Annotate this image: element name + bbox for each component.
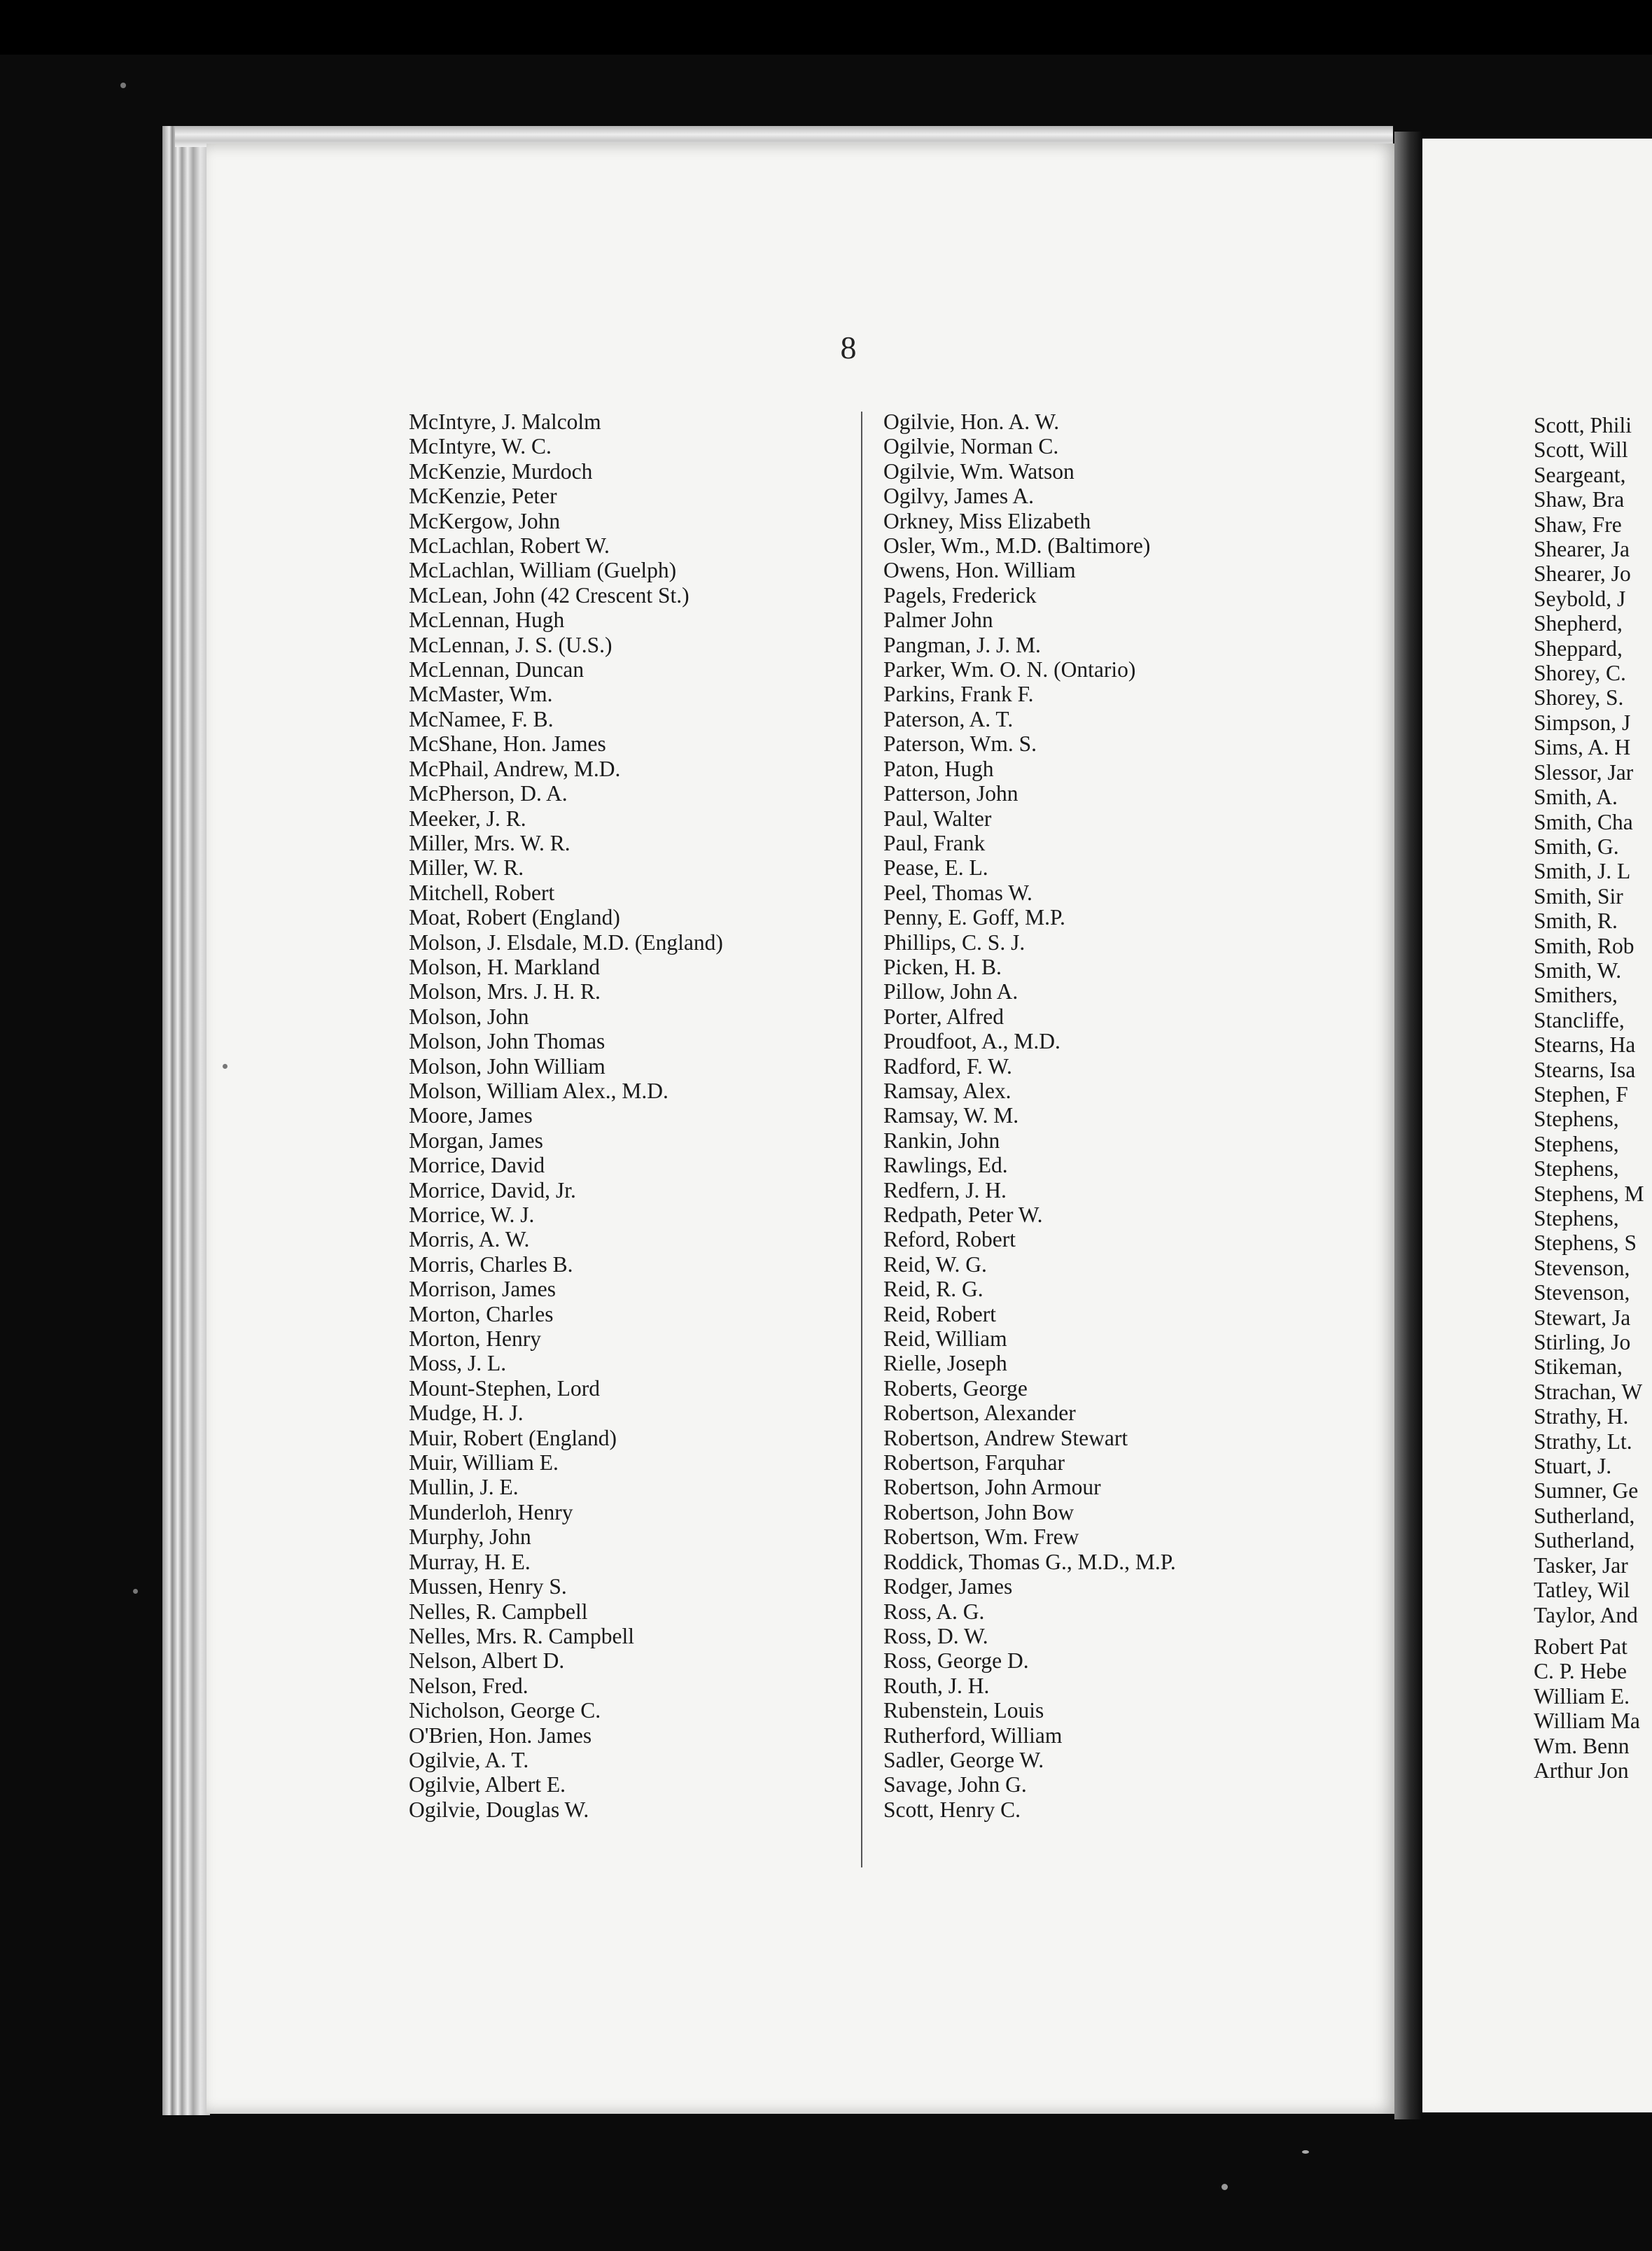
member-entry: Pagels, Frederick <box>883 582 1037 608</box>
member-entry: Robertson, Alexander <box>883 1401 1076 1426</box>
member-entry: Orkney, Miss Elizabeth <box>883 508 1091 533</box>
member-entry: Stephens, <box>1534 1107 1619 1132</box>
officer-entry: Arthur Jon <box>1534 1758 1629 1783</box>
member-entry: Paton, Hugh <box>883 756 994 781</box>
member-entry: Paterson, Wm. S. <box>883 731 1037 757</box>
member-entry: Molson, J. Elsdale, M.D. (England) <box>409 930 723 955</box>
member-entry: Shaw, Fre <box>1534 512 1622 537</box>
member-entry: McLachlan, William (Guelph) <box>409 558 677 583</box>
member-entry: Porter, Alfred <box>883 1004 1004 1029</box>
member-entry: Shepherd, <box>1534 611 1623 636</box>
member-entry: Mount-Stephen, Lord <box>409 1375 600 1401</box>
member-entry: Strathy, H. <box>1534 1404 1629 1429</box>
film-speck <box>133 1589 138 1594</box>
member-entry: Rodger, James <box>883 1574 1013 1599</box>
officer-entry: William E. <box>1534 1683 1630 1709</box>
member-entry: Phillips, C. S. J. <box>883 930 1026 955</box>
member-entry: Paul, Frank <box>883 830 986 855</box>
member-entry: Robertson, Wm. Frew <box>883 1524 1079 1550</box>
member-entry: Stephen, F <box>1534 1081 1628 1107</box>
member-entry: Roberts, George <box>883 1375 1028 1401</box>
member-entry: Shaw, Bra <box>1534 487 1625 512</box>
member-entry: Ross, A. G. <box>883 1599 985 1624</box>
member-entry: Stuart, J. <box>1534 1454 1612 1479</box>
member-entry: Stearns, Ha <box>1534 1032 1636 1058</box>
member-entry: Ross, D. W. <box>883 1623 988 1648</box>
member-entry: Stevenson, <box>1534 1280 1630 1305</box>
member-entry: Sutherland, <box>1534 1528 1635 1553</box>
member-entry: Radford, F. W. <box>883 1053 1012 1079</box>
member-entry: Paterson, A. T. <box>883 706 1014 731</box>
member-entry: Stewart, Ja <box>1534 1305 1631 1330</box>
book-gutter <box>1394 132 1422 2119</box>
member-entry: Reid, Robert <box>883 1301 996 1326</box>
film-speck <box>223 1064 227 1069</box>
column-divider <box>861 412 862 1867</box>
book-page-edges <box>162 126 210 2115</box>
member-entry: Sims, A. H <box>1534 735 1631 760</box>
member-entry: Stephens, S <box>1534 1230 1637 1256</box>
member-entry: Pillow, John A. <box>883 979 1018 1004</box>
member-entry: Rubenstein, Louis <box>883 1698 1044 1723</box>
member-entry: Morrice, W. J. <box>409 1202 535 1227</box>
member-entry: McLachlan, Robert W. <box>409 533 610 559</box>
member-entry: Taylor, And <box>1534 1602 1638 1627</box>
member-entry: Nelson, Albert D. <box>409 1648 565 1674</box>
member-entry: Miller, W. R. <box>409 855 524 881</box>
member-entry: Sutherland, <box>1534 1503 1635 1528</box>
facing-page-officer-list <box>1534 1634 1640 1783</box>
member-entry: Parkins, Frank F. <box>883 682 1034 707</box>
member-entry: Parker, Wm. O. N. (Ontario) <box>883 657 1136 682</box>
member-entry: Ogilvie, Douglas W. <box>409 1797 589 1822</box>
member-entry: Scott, Will <box>1534 437 1628 463</box>
facing-page-member-list <box>1534 413 1644 1627</box>
member-entry: Scott, Henry C. <box>883 1797 1021 1822</box>
officer-entry: Robert Pat <box>1534 1634 1628 1659</box>
member-entry: McMaster, Wm. <box>409 682 553 707</box>
member-entry: Smith, A. <box>1534 785 1618 810</box>
member-entry: Reid, William <box>883 1326 1007 1352</box>
member-entry: Reford, Robert <box>883 1227 1016 1252</box>
member-entry: Stephens, M <box>1534 1181 1644 1206</box>
member-entry: Mussen, Henry S. <box>409 1574 567 1599</box>
member-entry: Reid, R. G. <box>883 1277 983 1302</box>
member-entry: Smith, W. <box>1534 958 1622 983</box>
member-entry: Smithers, <box>1534 983 1618 1008</box>
member-entry: Muir, Robert (England) <box>409 1425 617 1450</box>
member-entry: Stikeman, <box>1534 1354 1623 1380</box>
member-entry: Strachan, W <box>1534 1379 1643 1404</box>
member-entry: Sheppard, <box>1534 636 1623 661</box>
member-entry: Meeker, J. R. <box>409 806 526 831</box>
member-entry: Rankin, John <box>883 1128 1000 1153</box>
member-list-column-1 <box>409 409 723 1822</box>
member-entry: McLean, John (42 Crescent St.) <box>409 582 690 608</box>
officer-entry: Wm. Benn <box>1534 1733 1630 1758</box>
member-entry: Mullin, J. E. <box>409 1475 519 1500</box>
member-entry: Routh, J. H. <box>883 1673 990 1698</box>
member-entry: Palmer John <box>883 608 993 633</box>
member-entry: McIntyre, W. C. <box>409 434 552 459</box>
member-entry: McKergow, John <box>409 508 561 533</box>
member-entry: Ross, George D. <box>883 1648 1029 1674</box>
member-entry: Ramsay, W. M. <box>883 1103 1019 1128</box>
member-entry: Penny, E. Goff, M.P. <box>883 905 1065 930</box>
member-entry: Shearer, Jo <box>1534 561 1631 587</box>
member-entry: Stephens, <box>1534 1156 1619 1181</box>
member-entry: McShane, Hon. James <box>409 731 606 757</box>
member-entry: Proudfoot, A., M.D. <box>883 1029 1060 1054</box>
member-entry: Seargeant, <box>1534 462 1626 487</box>
film-border <box>0 0 1652 55</box>
member-entry: Robertson, Andrew Stewart <box>883 1425 1128 1450</box>
member-entry: Murray, H. E. <box>409 1549 531 1574</box>
member-entry: Reid, W. G. <box>883 1251 987 1277</box>
member-entry: Scott, Phili <box>1534 413 1632 437</box>
member-entry: Molson, William Alex., M.D. <box>409 1078 668 1103</box>
member-entry: Molson, John Thomas <box>409 1029 606 1054</box>
facing-page <box>1422 139 1652 2112</box>
member-entry: Robertson, Farquhar <box>883 1450 1065 1475</box>
left-page <box>206 143 1396 2114</box>
member-entry: Rawlings, Ed. <box>883 1153 1008 1178</box>
member-entry: Moore, James <box>409 1103 533 1128</box>
member-entry: McKenzie, Peter <box>409 484 557 509</box>
officer-entry: William Ma <box>1534 1709 1640 1734</box>
member-entry: Simpson, J <box>1534 710 1631 735</box>
member-entry: Morton, Henry <box>409 1326 541 1352</box>
member-entry: Nelson, Fred. <box>409 1673 528 1698</box>
member-entry: McLennan, Duncan <box>409 657 584 682</box>
member-entry: Shorey, C. <box>1534 661 1626 686</box>
film-speck <box>1222 2184 1228 2190</box>
member-entry: McPhail, Andrew, M.D. <box>409 756 621 781</box>
member-entry: McLennan, J. S. (U.S.) <box>409 632 612 657</box>
member-entry: Stephens, <box>1534 1206 1619 1230</box>
member-entry: Redfern, J. H. <box>883 1177 1007 1202</box>
member-entry: Miller, Mrs. W. R. <box>409 830 570 855</box>
member-entry: McKenzie, Murdoch <box>409 458 593 484</box>
member-entry: Peel, Thomas W. <box>883 880 1032 905</box>
member-entry: Ogilvie, A. T. <box>409 1747 529 1772</box>
member-entry: Smith, Sir <box>1534 883 1623 909</box>
film-speck <box>120 83 126 88</box>
member-entry: Munderloh, Henry <box>409 1499 573 1524</box>
member-entry: Ogilvie, Norman C. <box>883 434 1059 459</box>
member-entry: Morton, Charles <box>409 1301 554 1326</box>
member-entry: Owens, Hon. William <box>883 558 1076 583</box>
member-entry: Picken, H. B. <box>883 954 1002 979</box>
member-entry: Mudge, H. J. <box>409 1401 524 1426</box>
member-entry: Smith, G. <box>1534 834 1619 859</box>
member-entry: O'Brien, Hon. James <box>409 1723 592 1748</box>
member-entry: Redpath, Peter W. <box>883 1202 1043 1227</box>
film-speck <box>1302 2150 1309 2154</box>
member-entry: Savage, John G. <box>883 1772 1027 1797</box>
member-entry: Muir, William E. <box>409 1450 559 1475</box>
member-entry: Shearer, Ja <box>1534 537 1630 562</box>
member-entry: Ogilvy, James A. <box>883 484 1034 509</box>
member-entry: Pease, E. L. <box>883 855 988 881</box>
member-entry: Rielle, Joseph <box>883 1351 1007 1376</box>
member-entry: Morris, Charles B. <box>409 1251 573 1277</box>
member-entry: Paul, Walter <box>883 806 992 831</box>
member-entry: Murphy, John <box>409 1524 531 1550</box>
member-entry: Molson, John <box>409 1004 529 1029</box>
member-entry: McLennan, Hugh <box>409 608 565 633</box>
member-entry: Smith, J. L <box>1534 859 1631 884</box>
member-entry: Smith, Rob <box>1534 933 1634 958</box>
member-entry: McIntyre, J. Malcolm <box>409 409 601 434</box>
member-entry: Roddick, Thomas G., M.D., M.P. <box>883 1549 1176 1574</box>
member-entry: Mitchell, Robert <box>409 880 555 905</box>
member-entry: Nicholson, George C. <box>409 1698 601 1723</box>
member-entry: Tasker, Jar <box>1534 1552 1628 1578</box>
member-list-column-2 <box>883 409 1176 1822</box>
member-entry: Nelles, Mrs. R. Campbell <box>409 1623 634 1648</box>
member-entry: Ogilvie, Hon. A. W. <box>883 409 1060 434</box>
member-entry: Moat, Robert (England) <box>409 905 620 930</box>
member-entry: Ogilvie, Albert E. <box>409 1772 566 1797</box>
member-entry: Smith, R. <box>1534 909 1618 934</box>
page-number: 8 <box>840 330 857 365</box>
member-entry: Ramsay, Alex. <box>883 1078 1011 1103</box>
member-entry: Morris, A. W. <box>409 1227 530 1252</box>
member-entry: Slessor, Jar <box>1534 759 1634 785</box>
member-entry: Tatley, Wil <box>1534 1578 1630 1603</box>
member-entry: Strathy, Lt. <box>1534 1429 1632 1454</box>
member-entry: Rutherford, William <box>883 1723 1063 1748</box>
member-entry: Patterson, John <box>883 781 1018 806</box>
member-entry: Stirling, Jo <box>1534 1330 1631 1355</box>
member-entry: Stancliffe, <box>1534 1007 1625 1032</box>
member-entry: Smith, Cha <box>1534 809 1633 834</box>
member-entry: Stearns, Isa <box>1534 1057 1636 1082</box>
member-entry: Sadler, George W. <box>883 1747 1044 1772</box>
member-entry: Stevenson, <box>1534 1255 1630 1280</box>
member-entry: Seybold, J <box>1534 586 1626 611</box>
member-entry: Stephens, <box>1534 1131 1619 1156</box>
member-entry: Molson, H. Markland <box>409 954 600 979</box>
member-entry: Shorey, S. <box>1534 685 1624 710</box>
member-entry: Nelles, R. Campbell <box>409 1599 588 1624</box>
member-entry: McPherson, D. A. <box>409 781 568 806</box>
member-entry: Pangman, J. J. M. <box>883 632 1041 657</box>
member-entry: Morrice, David <box>409 1153 545 1178</box>
member-entry: Sumner, Ge <box>1534 1478 1639 1503</box>
member-entry: Morrison, James <box>409 1277 556 1302</box>
member-entry: Moss, J. L. <box>409 1351 507 1376</box>
member-entry: Robertson, John Bow <box>883 1499 1074 1524</box>
member-entry: McNamee, F. B. <box>409 706 554 731</box>
member-entry: Molson, John William <box>409 1053 606 1079</box>
member-entry: Morrice, David, Jr. <box>409 1177 576 1202</box>
member-entry: Ogilvie, Wm. Watson <box>883 458 1074 484</box>
member-entry: Robertson, John Armour <box>883 1475 1101 1500</box>
member-entry: Osler, Wm., M.D. (Baltimore) <box>883 533 1151 559</box>
member-entry: Molson, Mrs. J. H. R. <box>409 979 601 1004</box>
officer-entry: C. P. Hebe <box>1534 1659 1627 1684</box>
member-entry: Morgan, James <box>409 1128 543 1153</box>
